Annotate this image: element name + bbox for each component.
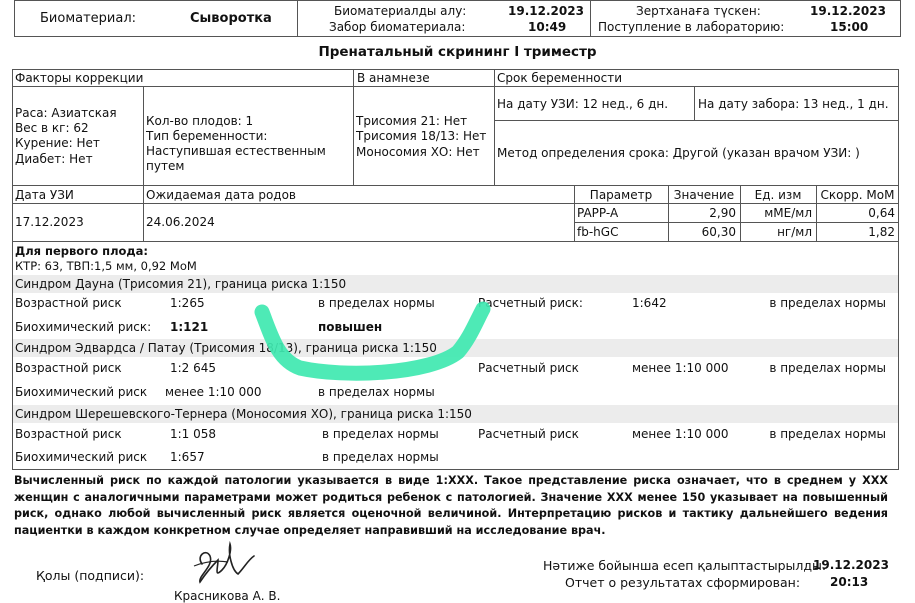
formed-date: 19.12.2023 [813,558,889,572]
turner-age-value: 1:1 058 [170,427,217,441]
edwards-title: Синдром Эдвардса / Патау (Трисомия 18/13), граница риска 1:150 [15,341,437,355]
down-calc-label: Расчетный риск: [478,296,583,310]
factor-fetus-count: Кол-во плодов: 1 [146,114,254,128]
page-title: Пренатальный скрининг I триместр [318,44,597,60]
edwards-calc-value: менее 1:10 000 [632,361,729,375]
factor-weight: Вес в кг: 62 [15,121,89,135]
edwards-age-label: Возрастной риск [15,361,122,375]
received-date: 19.12.2023 [810,4,886,18]
edwards-calc-label: Расчетный риск [478,361,579,375]
biomaterial-value: Сыворотка [190,11,272,26]
anamnesis-t18: Трисомия 18/13: Нет [356,129,487,143]
anamnesis-t21: Трисомия 21: Нет [356,114,468,128]
factor-diabetes: Диабет: Нет [15,152,93,166]
down-bio-label: Биохимический риск: [15,320,152,334]
param-mom: 0,64 [868,206,895,220]
edwards-calc-status: в пределах нормы [769,361,886,375]
signature [188,540,268,588]
collect-label-ru: Забор биоматериала: [329,20,466,34]
turner-bio-status: в пределах нормы [322,450,439,464]
formed-label-ru: Отчет о результатах сформирован: [565,575,801,590]
down-age-value: 1:265 [170,296,205,310]
param-value: 2,90 [709,206,736,220]
param-value: 60,30 [701,225,736,239]
factors-header: Факторы коррекции [15,71,144,85]
param-header-name: Параметр [589,188,653,202]
down-bio-value: 1:121 [170,320,209,334]
term-on-usg: На дату УЗИ: 12 нед., 6 дн. [497,97,669,111]
formed-label-kk: Нәтиже бойынша есеп қалыптастырылды: [543,558,827,573]
collect-date: 19.12.2023 [508,4,584,18]
factor-race: Раса: Азиатская [15,106,117,120]
doctor-name: Красникова А. В. [174,589,281,603]
param-header-unit: Ед. изм [754,188,802,202]
received-label-kk: Зертханаға түскен: [636,4,761,18]
turner-bio-value: 1:657 [170,450,205,464]
usg-due-label: Ожидаемая дата родов [146,188,297,202]
edwards-age-value: 1:2 645 [170,361,217,375]
anamnesis-header: В анамнезе [357,71,430,85]
turner-title: Синдром Шерешевского-Тернера (Моносомия ХО), граница риска 1:150 [15,407,472,421]
term-method: Метод определения срока: Другой (указан врачом УЗИ: ) [497,146,860,160]
anamnesis-mx: Моносомия ХО: Нет [356,145,480,159]
turner-calc-value: менее 1:10 000 [632,427,729,441]
param-unit: нг/мл [777,225,812,239]
param-mom: 1,82 [868,225,895,239]
edwards-bio-status: в пределах нормы [318,385,435,399]
turner-age-status: в пределах нормы [322,427,439,441]
down-calc-value: 1:642 [632,296,667,310]
turner-bio-label: Биохимический риск [15,450,148,464]
down-age-label: Возрастной риск [15,296,122,310]
param-unit: мМЕ/мл [764,206,812,220]
param-header-value: Значение [673,188,735,202]
edwards-bio-value: менее 1:10 000 [165,385,262,399]
term-header: Срок беременности [497,71,623,85]
down-age-status: в пределах нормы [318,296,435,310]
collect-label-kk: Биоматериалды алу: [334,4,467,18]
sign-label: Қолы (подписи): [36,568,145,583]
first-fetus-label: Для первого плода: [15,244,149,258]
down-bio-status: повышен [318,320,383,334]
down-calc-status: в пределах нормы [769,296,886,310]
turner-calc-status: в пределах нормы [769,427,886,441]
risk-note: Вычисленный риск по каждой патологии указывается в виде 1:ХХХ. Такое представление риска означает, что в среднем у ХХХ женщин с аналогичными параметрами может родиться ребенок с патологией. Значение ХХХ менее 150 указывает на повышенный риск, однако любой вычисленный риск является оценочной величиной. Интерпретацию рисков и тактику дальнейшего ведения пациентки в каждом конкретном случае определяет направивший на исследование врач. [14,474,888,537]
usg-due-value: 24.06.2024 [146,215,215,229]
formed-time: 20:13 [830,575,869,589]
factor-pregnancy-type: Тип беременности: Наступившая естественным путем [146,129,326,173]
turner-calc-label: Расчетный риск [478,427,579,441]
first-fetus-ktr: КТР: 63, ТВП:1,5 мм, 0,92 МоМ [15,259,197,273]
received-label-ru: Поступление в лабораторию: [598,20,785,34]
collect-time: 10:49 [528,20,567,34]
param-header-mom: Скорр. МоМ [820,188,895,202]
received-time: 15:00 [830,20,869,34]
turner-age-label: Возрастной риск [15,427,122,441]
usg-date-label: Дата УЗИ [15,188,74,202]
param-name: fb-hGC [577,225,619,239]
term-on-collect: На дату забора: 13 нед., 1 дн. [698,97,889,111]
param-name: PAPP-A [577,206,619,220]
down-title: Синдром Дауна (Трисомия 21), граница риска 1:150 [15,277,347,291]
biomaterial-label: Биоматериал: [40,11,137,26]
edwards-bio-label: Биохимический риск [15,385,148,399]
factor-smoking: Курение: Нет [15,136,100,150]
usg-date-value: 17.12.2023 [15,215,84,229]
